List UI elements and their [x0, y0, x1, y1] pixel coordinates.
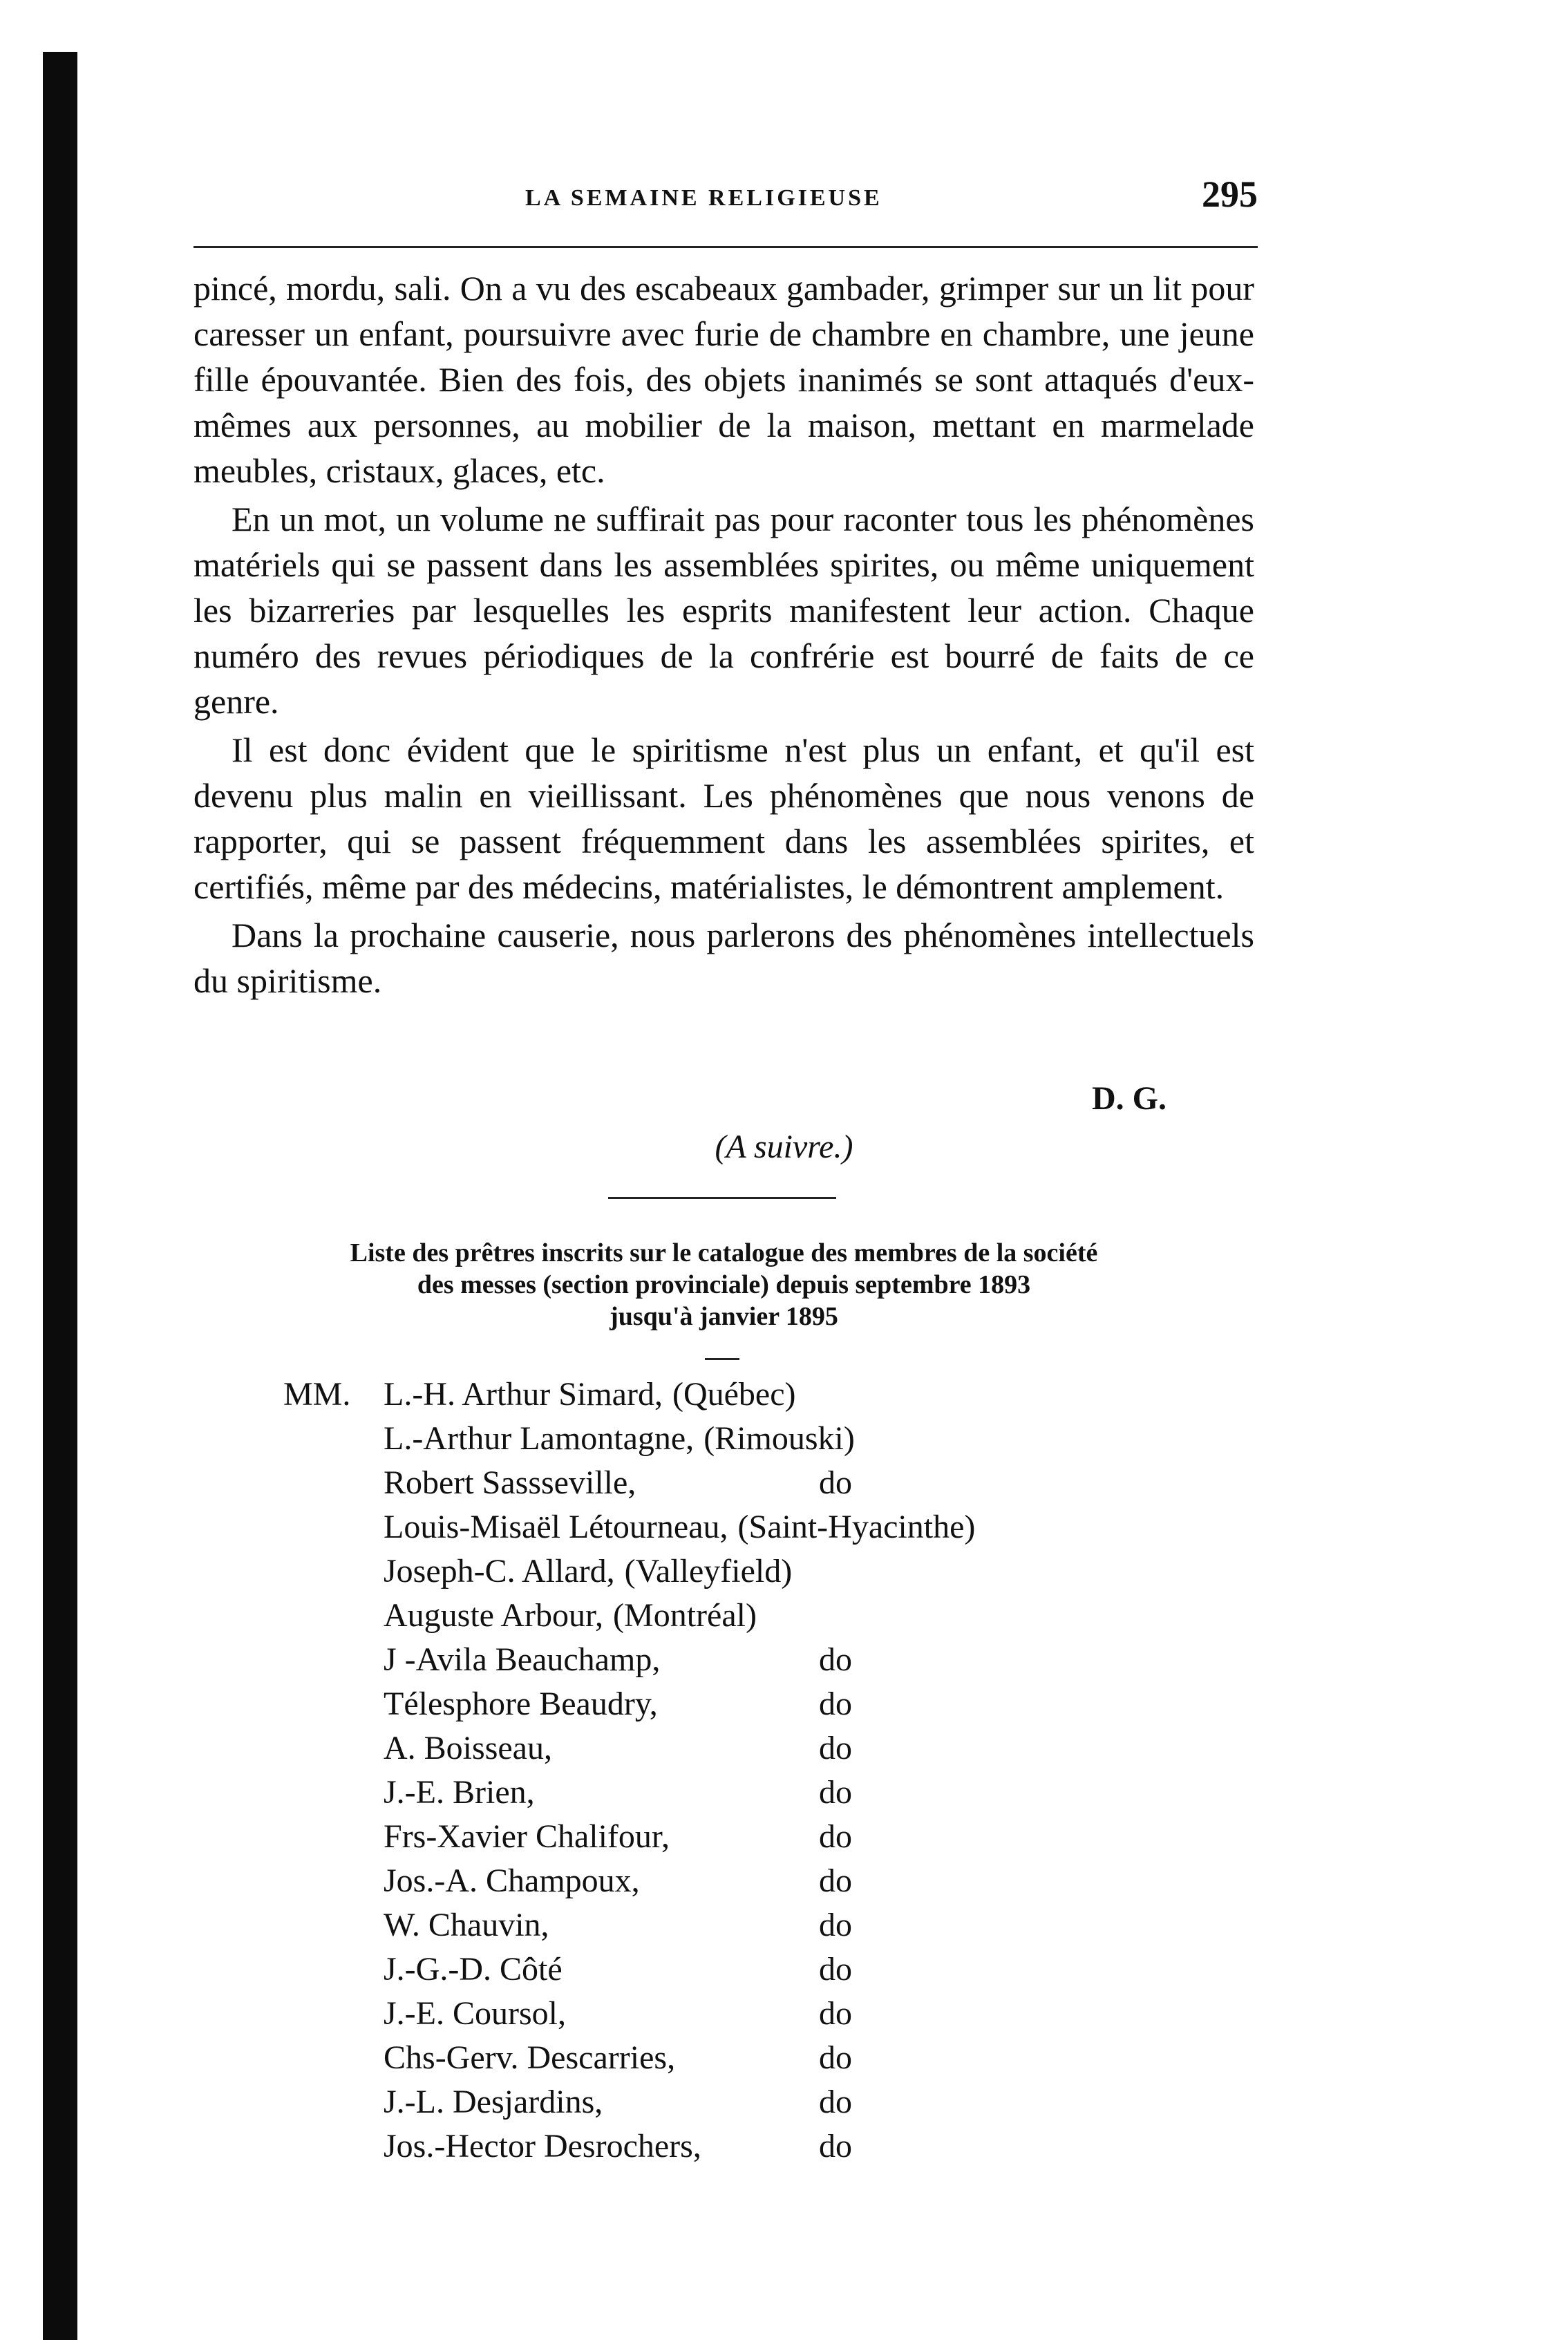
to-follow-note: (A suivre.) — [715, 1129, 853, 1165]
priest-name: L.-H. Arthur Simard, — [384, 1376, 663, 1413]
page-number: 295 — [1202, 173, 1258, 215]
list-item — [384, 1818, 852, 1862]
priest-name: Louis-Misaël Létourneau, — [384, 1509, 728, 1545]
priest-name: W. Chauvin, — [384, 1907, 549, 1943]
article-body — [193, 265, 1254, 1003]
running-head — [193, 173, 1258, 221]
priest-name: J.-G.-D. Côté — [384, 1951, 563, 1988]
priest-diocese: (Québec) — [672, 1376, 796, 1413]
list-item — [384, 1375, 796, 1419]
signature: D. G. — [1092, 1080, 1166, 1117]
priest-name: Jos.-Hector Desrochers, — [384, 2128, 701, 2164]
priest-diocese: do — [819, 2084, 852, 2120]
priest-name: Frs-Xavier Chalifour, — [384, 1818, 670, 1855]
priest-diocese: do — [819, 1641, 852, 1678]
priest-diocese: do — [819, 1774, 852, 1811]
priest-name: Auguste Arbour, — [384, 1597, 604, 1634]
list-title-line: des messes (section provinciale) depuis septembre 1893 — [417, 1270, 1031, 1299]
priest-diocese: do — [819, 1907, 852, 1943]
section-divider — [608, 1197, 836, 1199]
priest-name: Robert Sassseville, — [384, 1464, 636, 1501]
list-item — [384, 1641, 852, 1685]
priest-diocese: (Valleyfield) — [624, 1553, 793, 1589]
list-item — [384, 1773, 852, 1818]
list-item — [384, 1994, 852, 2039]
priest-diocese: do — [819, 1995, 852, 2032]
paragraph: Il est donc évident que le spiritisme n'est plus un enfant, et qu'il est devenu plus malin en vieillissant. Les phénomènes que nous venons de rapporter, qui se passent fréquemment dans les assemblées spirites, et certifiés, même par des médecins, matérialistes, le démontrent amplement. — [193, 730, 1254, 906]
list-item — [384, 2127, 852, 2171]
priest-name: Joseph-C. Allard, — [384, 1553, 615, 1589]
header-rule — [193, 246, 1258, 248]
list-divider — [705, 1358, 739, 1360]
priest-diocese: do — [819, 1951, 852, 1988]
priest-name: Chs-Gerv. Descarries, — [384, 2039, 676, 2076]
list-item — [384, 1906, 852, 1950]
list-title-line: Liste des prêtres inscrits sur le catalogue des membres de la société — [350, 1238, 1098, 1267]
priest-diocese: do — [819, 2128, 852, 2164]
priest-diocese: do — [819, 1686, 852, 1722]
priest-diocese: (Montréal) — [613, 1597, 757, 1634]
list-item — [384, 1464, 852, 1508]
list-item — [384, 2039, 852, 2083]
priest-diocese: do — [819, 1862, 852, 1899]
list-item — [384, 1950, 852, 1994]
list-item — [384, 1508, 976, 1552]
list-title-line: jusqu'à janvier 1895 — [610, 1302, 838, 1331]
priest-name: Jos.-A. Champoux, — [384, 1862, 640, 1899]
priest-name: J.-E. Brien, — [384, 1774, 535, 1811]
list-item — [384, 1552, 793, 1596]
priest-diocese: do — [819, 1464, 852, 1501]
list-title — [187, 1237, 1261, 1332]
priest-name: L.-Arthur Lamontagne, — [384, 1420, 695, 1457]
priest-name: A. Boisseau, — [384, 1730, 552, 1766]
list-item — [384, 1862, 852, 1906]
priest-diocese: (Rimouski) — [703, 1420, 855, 1457]
priest-name: J.-L. Desjardins, — [384, 2084, 603, 2120]
paragraph: En un mot, un volume ne suffirait pas pour raconter tous les phénomènes matériels qui se passent dans les assemblées spirites, ou même uniquement les bizarreries par lesquelles les esprits manifestent leur action. Chaque numéro des revues périodiques de la confrérie est bourré de faits de ce genre. — [193, 500, 1254, 721]
running-title: LA SEMAINE RELIGIEUSE — [525, 185, 882, 211]
list-item — [384, 1729, 852, 1773]
priest-diocese: do — [819, 2039, 852, 2076]
priest-name: J.-E. Coursol, — [384, 1995, 566, 2032]
priest-diocese: do — [819, 1730, 852, 1766]
paragraph: Dans la prochaine causerie, nous parlerons des phénomènes intellectuels du spiritisme. — [193, 916, 1254, 1000]
paragraph: pincé, mordu, sali. On a vu des escabeaux gambader, grimper sur un lit pour caresser un enfant, poursuivre avec furie de chambre en chambre, une jeune fille épouvantée. Bien des fois, des objets inanimés se sont attaqués d'eux-mêmes aux personnes, au mobilier de la maison, mettant en marmelade meubles, cristaux, glaces, etc. — [193, 269, 1254, 490]
list-item — [384, 2083, 852, 2127]
list-item — [384, 1685, 852, 1729]
list-item — [384, 1596, 757, 1641]
priest-diocese: (Saint-Hyacinthe) — [737, 1509, 976, 1545]
list-prefix: MM. — [283, 1376, 351, 1413]
list-item — [384, 1419, 855, 1464]
priest-name: Télesphore Beaudry, — [384, 1686, 658, 1722]
priest-diocese: do — [819, 1818, 852, 1855]
priest-name: J -Avila Beauchamp, — [384, 1641, 661, 1678]
